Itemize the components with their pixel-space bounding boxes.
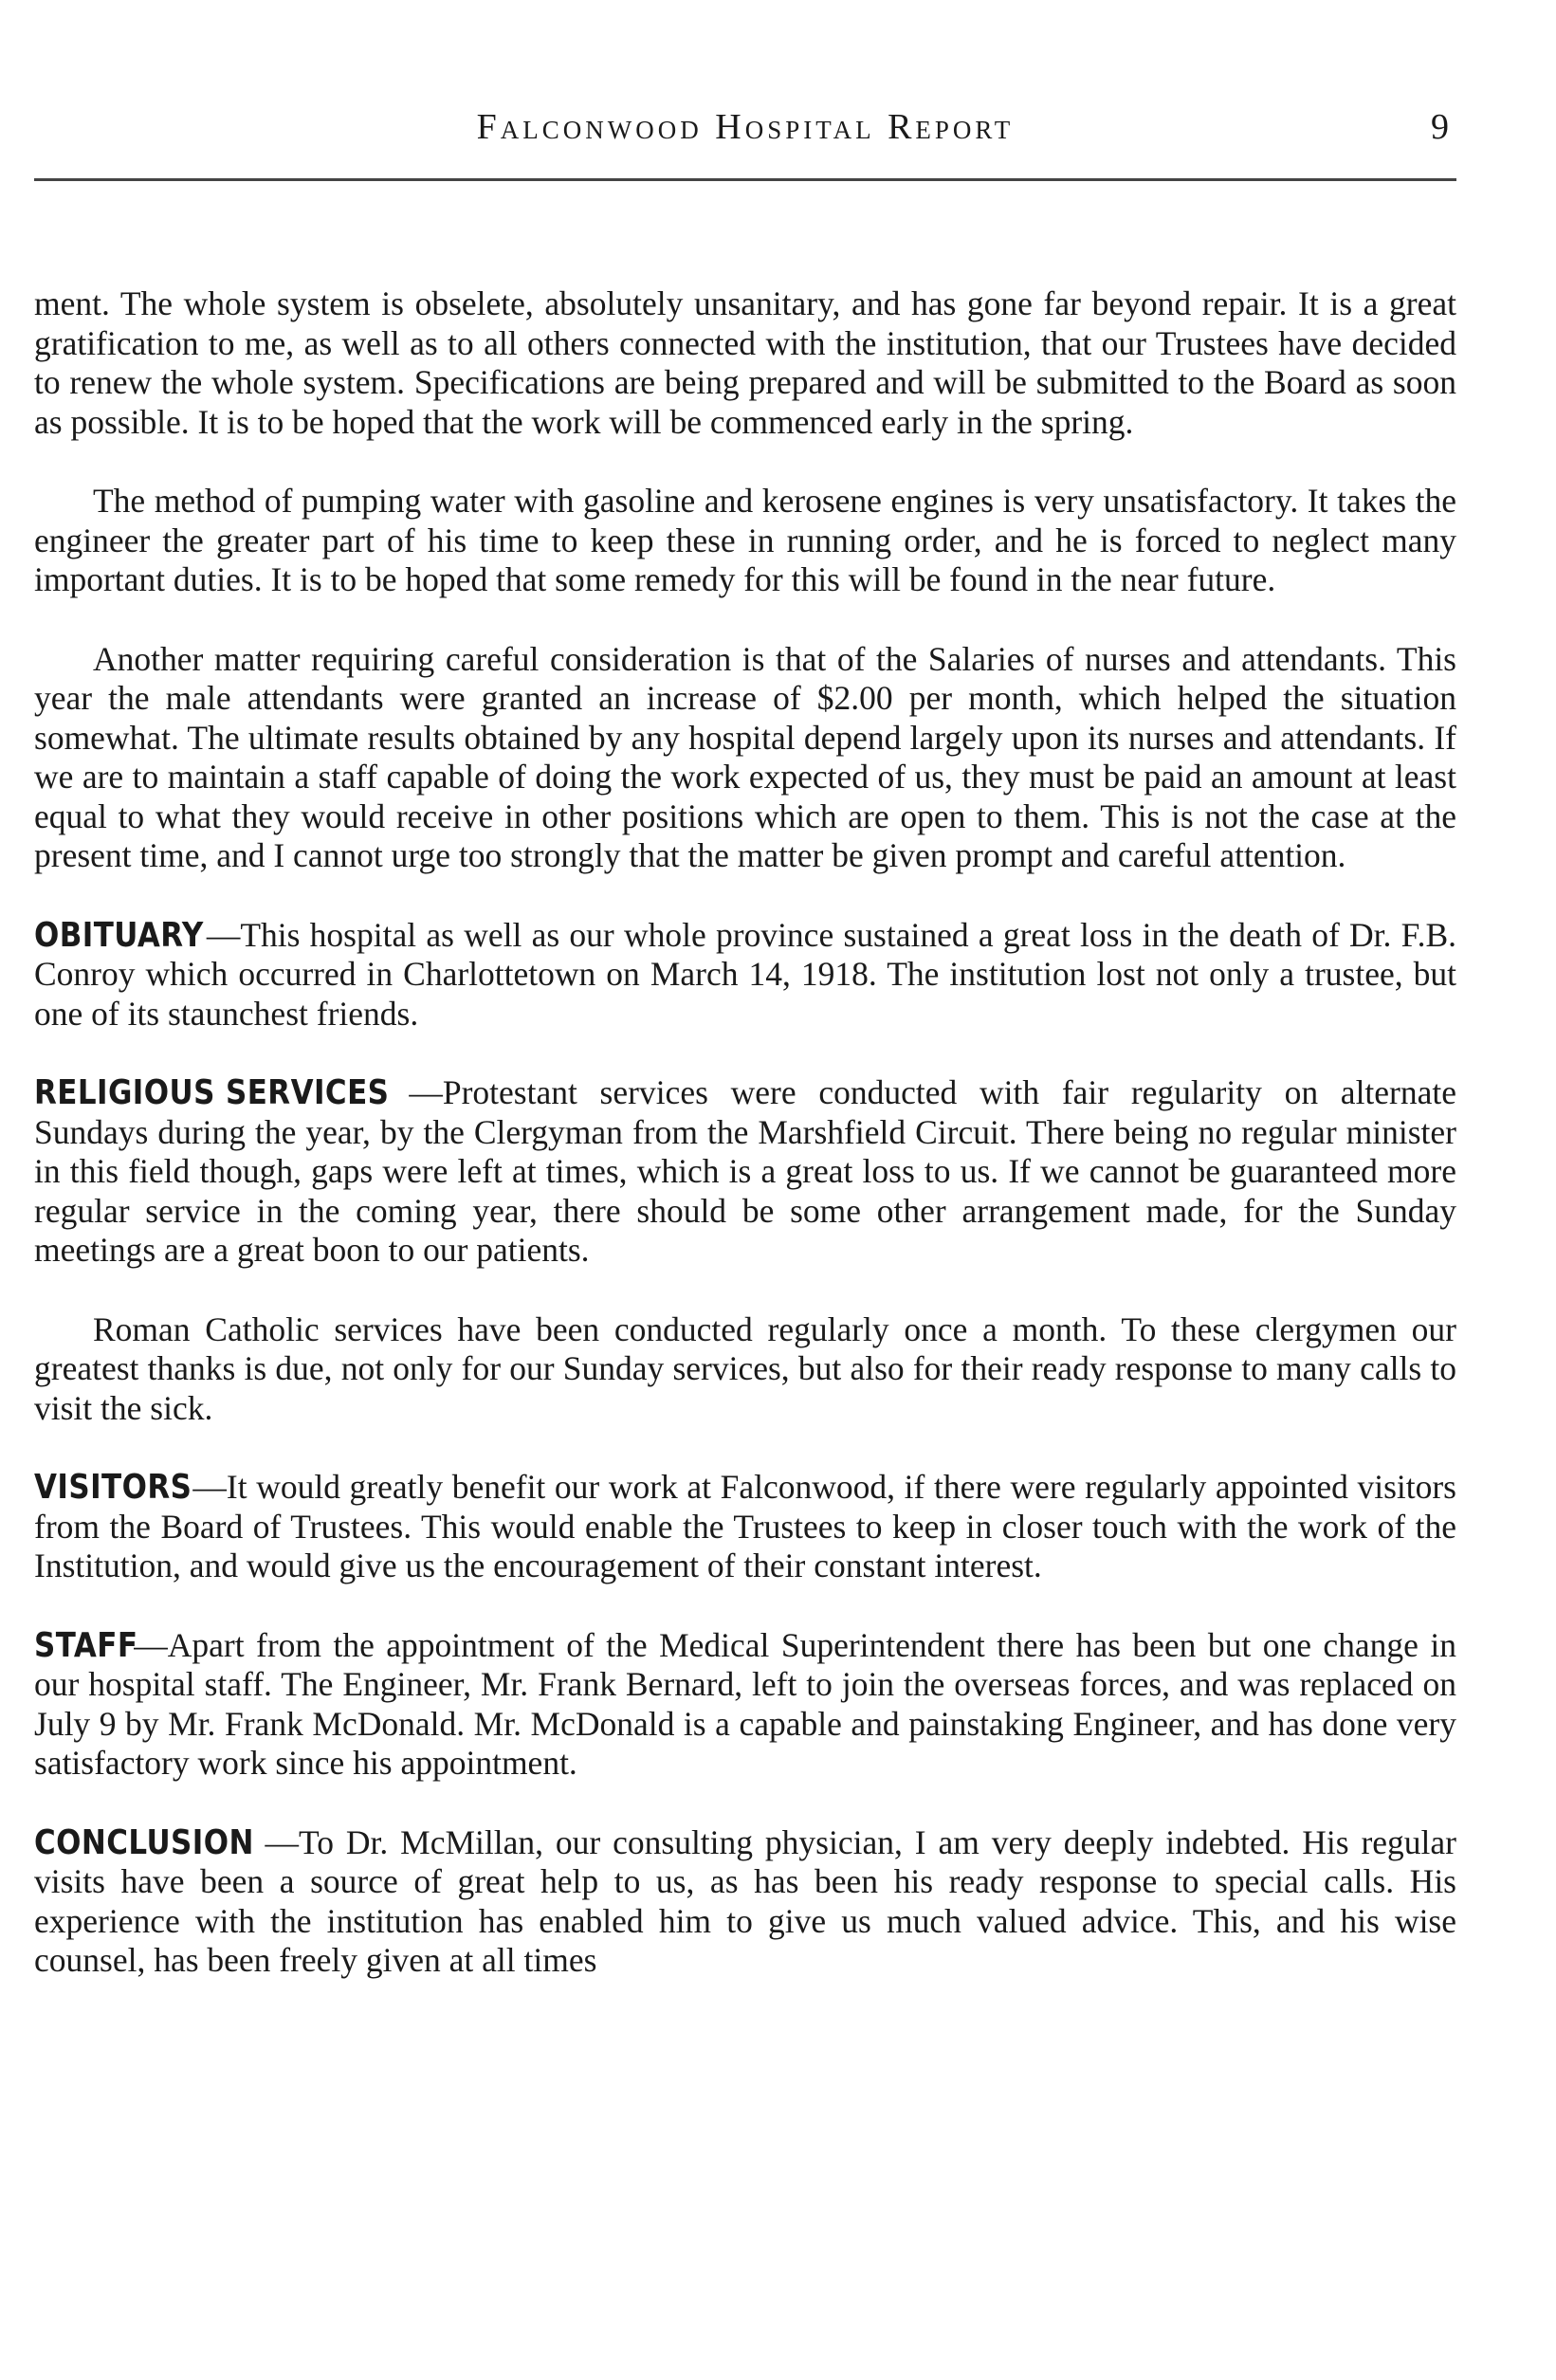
section-religious-services bbox=[34, 1073, 1456, 1271]
page-number: 9 bbox=[1431, 107, 1449, 147]
staff-heading: STAFF bbox=[34, 1625, 138, 1665]
section-visitors bbox=[34, 1468, 1456, 1586]
section-conclusion bbox=[34, 1823, 1456, 1981]
conclusion-heading: CONCLUSION bbox=[34, 1822, 254, 1862]
running-header bbox=[34, 106, 1456, 156]
visitors-heading: VISITORS bbox=[34, 1468, 192, 1507]
religious-services-heading: RELIGIOUS SERVICES bbox=[34, 1073, 390, 1112]
header-rule bbox=[34, 178, 1456, 181]
visitors-text: —It would greatly benefit our work at Falconwood, if there were regularly appointed visitors from the Board of Trustees. This would enable the Trustees to keep in closer touch with the work of the Institution, and would give us the encouragement of their constant interest. bbox=[34, 1468, 1456, 1584]
conclusion-text: —To Dr. McMillan, our consulting physician, I am very deeply indebted. His regular visits have been a source of great help to us, as has been his ready response to special calls. His experience with the institution has enabled him to give us much valued advice. This, and his wise counsel, has been freely given at all times bbox=[34, 1822, 1456, 1979]
paragraph-pumping: The method of pumping water with gasoline and kerosene engines is very unsatisfactory. It takes the engineer the greater part of his time to keep these in running order, and he is forced to neglect many important duties. It is to be hoped that some remedy for this will be found in the near future. bbox=[34, 482, 1456, 598]
religious-services-text: —Protestant services were conducted with fair regularity on alternate Sundays during the year, by the Clergyman from the Marshfield Circuit. There being no regular minister in this field though, gaps were left at times, which is a great loss to us. If we cannot be guaranteed more regular service in the coming year, there should be some other arrangement made, for the Sunday meetings are a great boon to our patients. bbox=[34, 1073, 1456, 1269]
paragraph-roman-catholic: Roman Catholic services have been conducted regularly once a month. To these clergymen our greatest thanks is due, not only for our Sunday services, but also for their ready response to many calls to visit the sick. bbox=[34, 1309, 1456, 1427]
obituary-text: —This hospital as well as our whole province sustained a great loss in the death of Dr. F.B. Conroy which occurred in Charlottetown on March 14, 1918. The institution lost not only a trustee, but one of its staunchest friends. bbox=[34, 915, 1456, 1033]
paragraph-plumbing: ment. The whole system is obselete, absolutely unsanitary, and has gone far beyond repair. It is a great gratification to me, as well as to all others connected with the institution, that our Trustees have decided to renew the whole system. Specifications are being prepared and will be submitted to the Board as soon as possible. It is to be hoped that the work will be commenced early in the spring. bbox=[34, 284, 1456, 441]
report-body bbox=[34, 284, 1456, 1981]
header-title: Falconwood Hospital Report bbox=[476, 107, 1015, 147]
staff-text: —Apart from the appointment of the Medical Superintendent there has been but one change in our hospital staff. The Engineer, Mr. Frank Bernard, left to join the overseas forces, and was replaced on July 9 by Mr. Frank McDonald. Mr. McDonald is a capable and painstaking Engineer, and has done very satisfactory work since his appointment. bbox=[34, 1625, 1456, 1782]
section-staff bbox=[34, 1626, 1456, 1784]
obituary-heading: OBITUARY bbox=[34, 915, 204, 955]
paragraph-salaries: Another matter requiring careful consideration is that of the Salaries of nurses and attendants. This year the male attendants were granted an increase of $2.00 per month, which helped the situation somewhat. The ultimate results obtained by any hospital depend largely upon its nurses and attendants. If we are to maintain a staff capable of doing the work expected of us, they must be paid an amount at least equal to what they would receive in other positions which are open to them. This is not the case at the present time, and I cannot urge too strongly that the matter be given prompt and careful attention. bbox=[34, 639, 1456, 874]
section-obituary bbox=[34, 916, 1456, 1034]
